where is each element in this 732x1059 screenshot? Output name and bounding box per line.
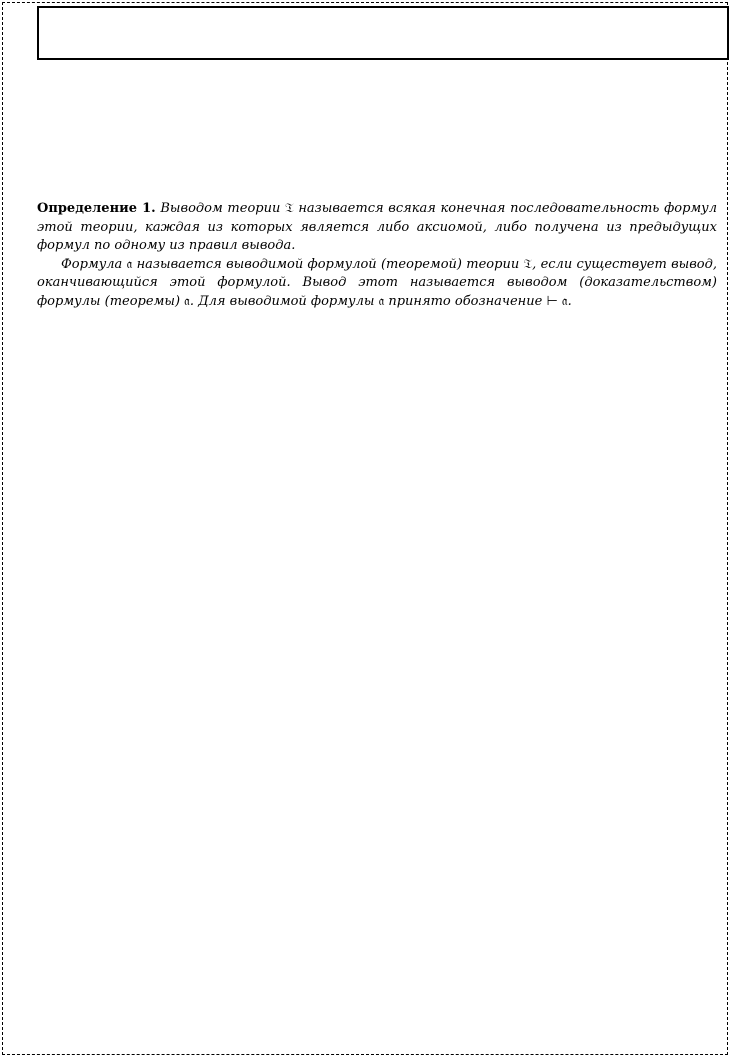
formula-symbol-2: 𝔞 bbox=[184, 293, 190, 309]
theorem-text-2: называется выводимой формулой (теоремой) теории bbox=[132, 256, 524, 272]
header-box bbox=[37, 6, 729, 60]
theory-symbol-2: 𝔗 bbox=[523, 256, 533, 272]
definition-label: Определение 1. bbox=[37, 201, 156, 216]
theorem-paragraph bbox=[37, 256, 717, 312]
page-frame bbox=[2, 2, 728, 1055]
theorem-text-7: . bbox=[567, 293, 572, 309]
formula-symbol: 𝔞 bbox=[126, 256, 133, 272]
theorem-text-3: , если существует вывод, оканчивающийся этой формулой. Вывод этот называется выводом (доказательством) формулы (теоремы) bbox=[37, 256, 717, 309]
definition-text-1: Выводом теории bbox=[155, 201, 286, 216]
definition-text-2: называется всякая конечная последовательность формул этой теории, каждая из которых является либо аксиомой, либо получена из предыдущих формул по одному из правил вывода. bbox=[37, 201, 717, 254]
theory-symbol: 𝔗 bbox=[285, 201, 294, 216]
theorem-text-5: принято обозначение bbox=[384, 293, 547, 309]
definition-paragraph bbox=[37, 200, 717, 256]
theorem-text-4: . Для выводимой формулы bbox=[189, 293, 379, 309]
theorem-text-1: Формула bbox=[61, 256, 127, 272]
formula-symbol-4: 𝔞 bbox=[561, 293, 568, 309]
definition-block bbox=[37, 200, 717, 312]
formula-symbol-3: 𝔞 bbox=[378, 293, 385, 309]
turnstile-symbol: ⊢ bbox=[546, 293, 558, 309]
